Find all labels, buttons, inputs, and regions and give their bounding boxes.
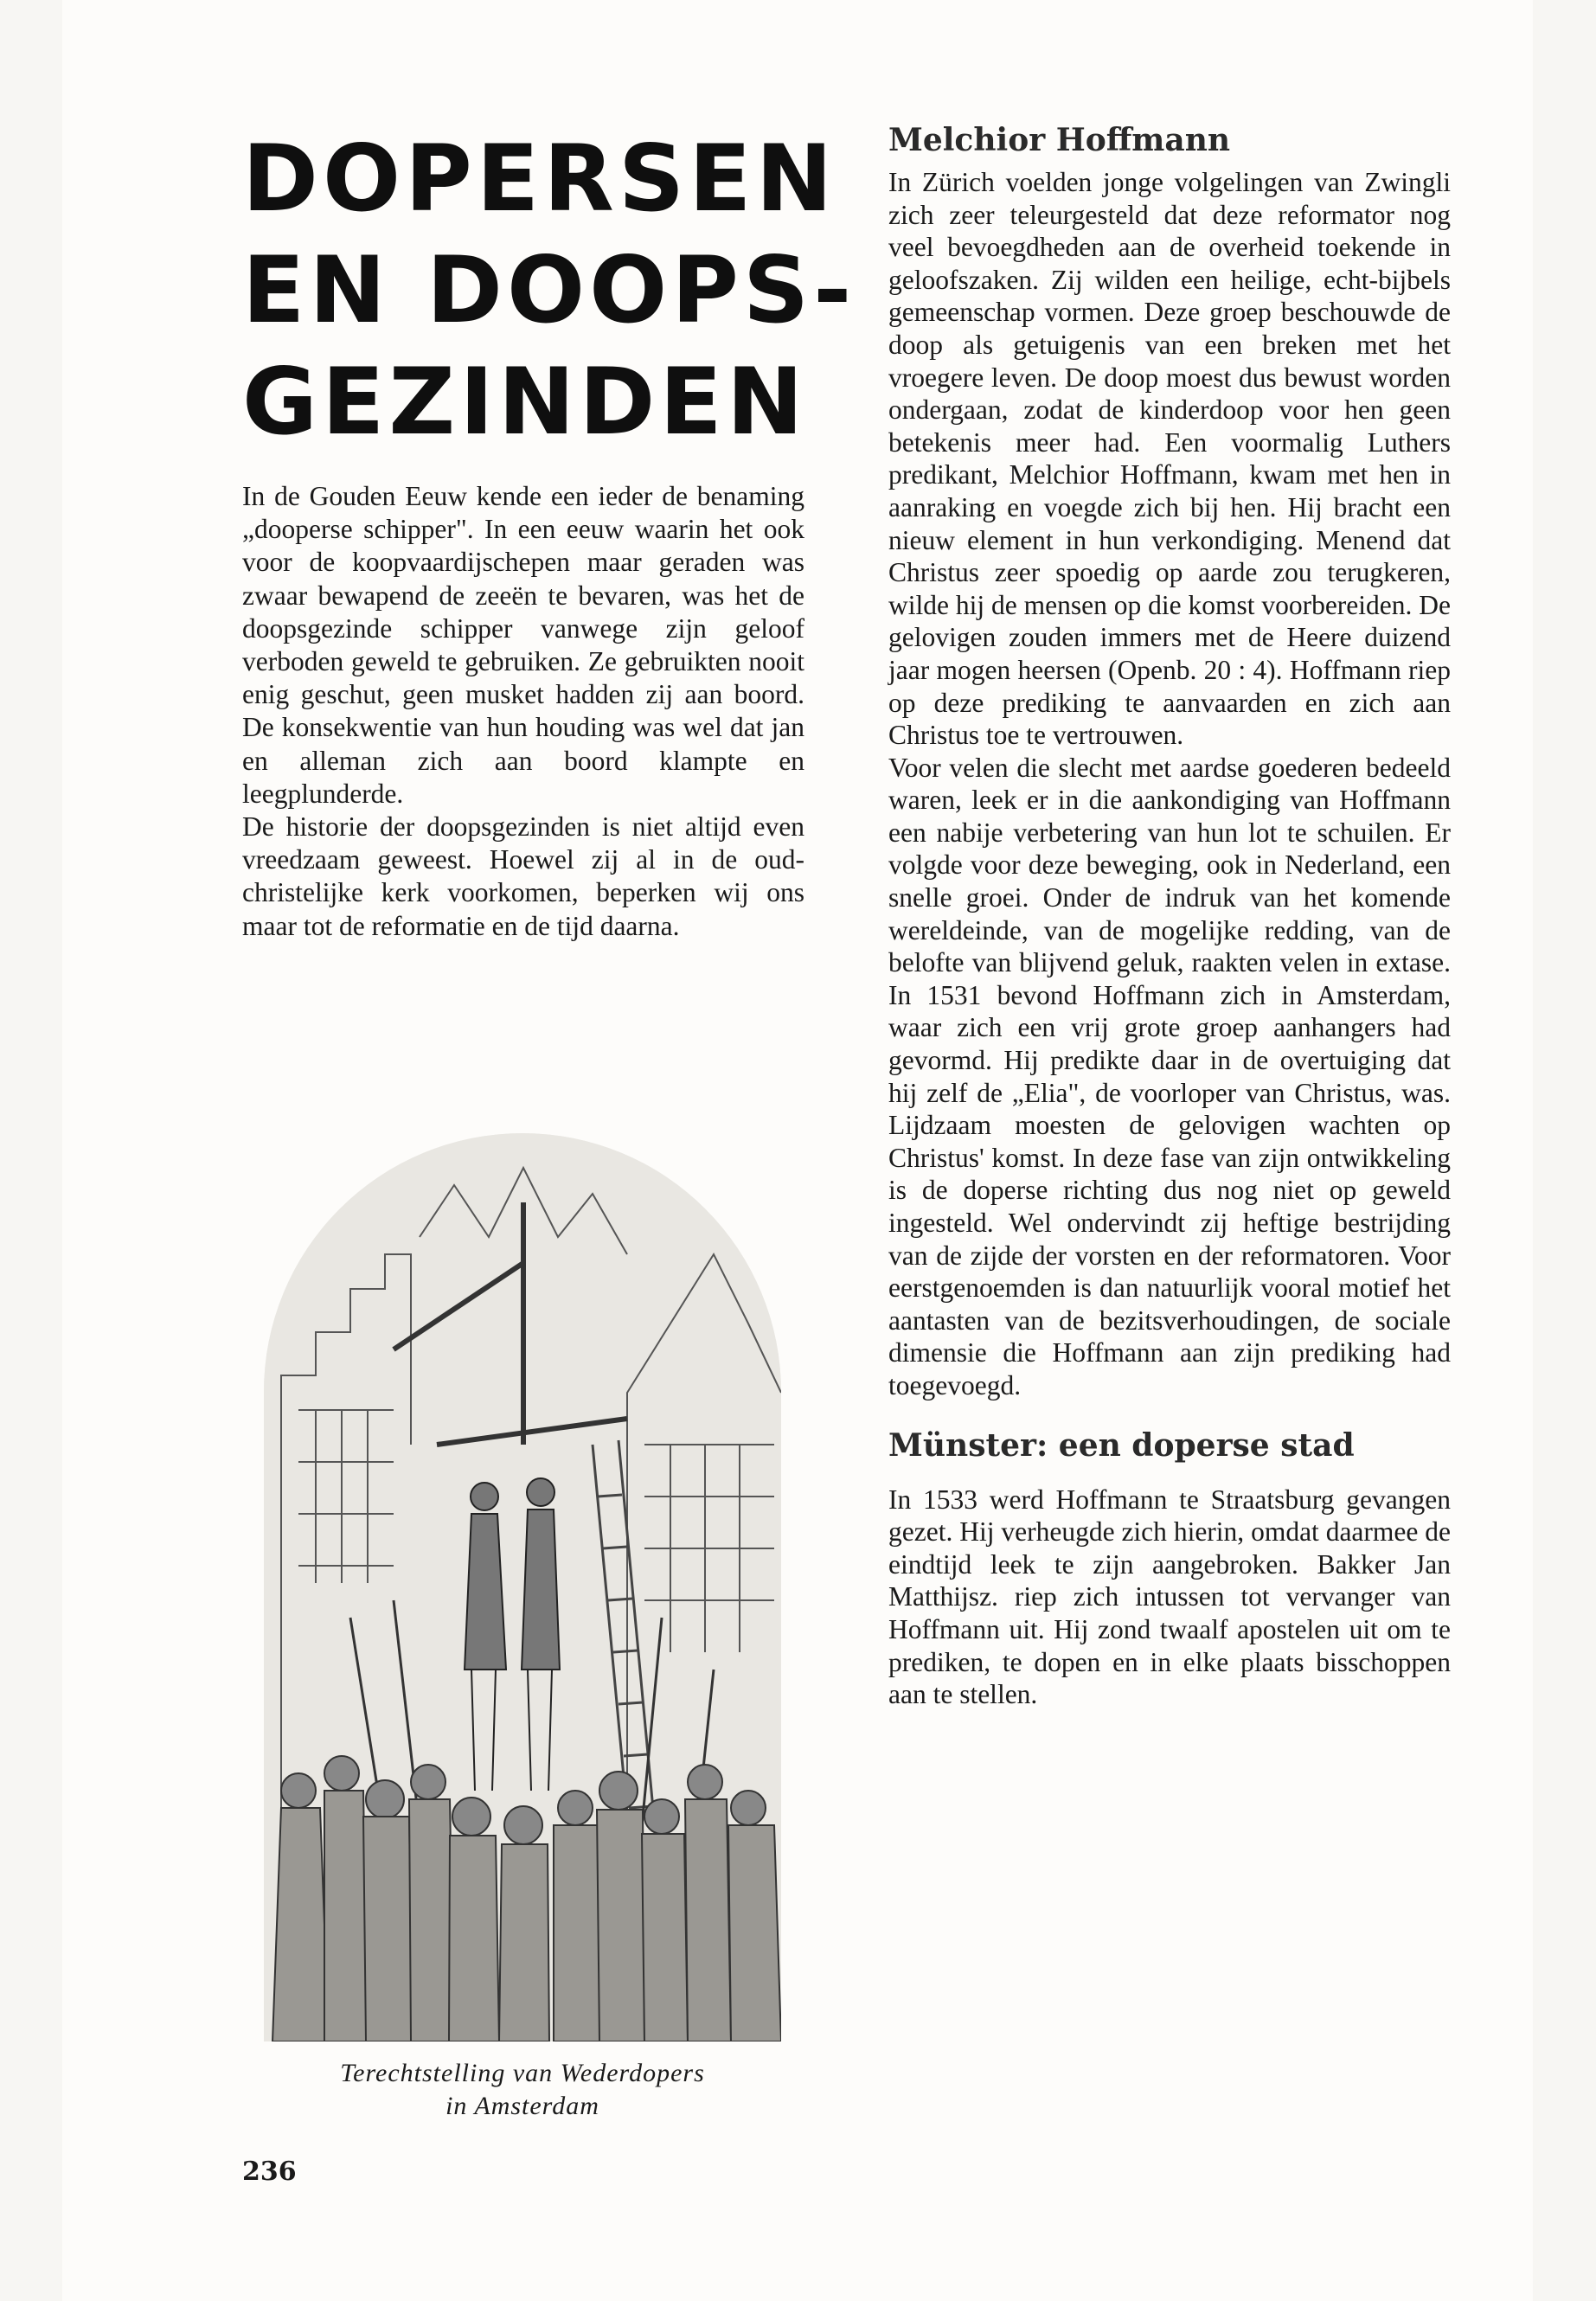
intro-text <box>242 480 804 943</box>
caption-line-2: in Amsterdam <box>445 2092 599 2120</box>
execution-illustration <box>264 1133 781 2041</box>
body-paragraph: In Zürich voelden jonge volgelingen van Zwingli zich zeer teleurgesteld dat deze reformator nog veel bevoegdheden aan de overheid toekende in geloofszaken. Zij wilden een heilige, echt-bijbels gemeenschap vormen. Deze groep beschouwde de doop als getuigenis van een breken met het vroegere leven. De doop moest dus bewust worden ondergaan, zodat de kinderdoop voor hen geen betekenis meer had. Een voormalig Luthers predikant, Melchior Hoffmann, kwam met hen in aanraking en voegde zich bij hen. Hij bracht een nieuw element in hun verkondiging. Menend dat Christus zeer spoedig op aarde zou terugkeren, wilde hij de mensen op die komst voorbereiden. De gelovigen zouden immers met de Heere duizend jaar mogen heersen (Openb. 20 : 4). Hoffmann riep op deze prediking te aanvaarden en zich aan Christus toe te vertrouwen. <box>888 167 1451 751</box>
section-body-melchior-hoffmann <box>888 166 1451 1402</box>
intro-paragraph: De historie der doopsgezinden is niet altijd even vreedzaam geweest. Hoewel zij al in de oud-christelijke kerk voorkomen, beperken wij ons maar tot de reformatie en de tijd daarna. <box>242 811 804 941</box>
intro-paragraph: In de Gouden Eeuw kende een ieder de benaming „dooperse schipper". In een eeuw waarin het ook voor de koopvaardijschepen maar geraden was zwaar bewapend de zeeën te bevaren, was het de doopsgezinde schipper vanwege zijn geloof verboden geweld te gebruiken. Ze gebruikten nooit enig geschut, geen musket hadden zij aan boord. De konsekwentie van hun houding was wel dat jan en alleman zich aan boord klampte en leegplunderde. <box>242 481 804 809</box>
title-line-3: GEZINDEN <box>242 349 808 455</box>
body-paragraph: In 1533 werd Hoffmann te Straatsburg gevangen gezet. Hij verheugde zich hierin, omdat daarmee de eindtijd leek te zijn aangebroken. Bakker Jan Matthijsz. riep zich intussen tot vervanger van Hoffmann uit. Hij zond twaalf apostelen uit om te prediken, te dopen en in elke plaats bisschoppen aan te stellen. <box>888 1484 1451 1710</box>
illustration-drawing <box>264 1133 781 2041</box>
page-title <box>242 123 856 458</box>
illustration-caption <box>264 2057 781 2123</box>
title-line-1: DOPERSEN <box>242 125 837 232</box>
page-number: 236 <box>242 2157 297 2187</box>
section-heading-munster: Münster: een doperse stad <box>888 1426 1355 1464</box>
right-column <box>888 121 1451 1711</box>
section-body-munster <box>888 1484 1451 1711</box>
title-line-2: EN DOOPS- <box>242 237 856 343</box>
section-heading-melchior-hoffmann: Melchior Hoffmann <box>888 122 1231 158</box>
body-paragraph: Voor velen die slecht met aardse goederen bedeeld waren, leek er in die aankondiging van Hoffmann een nabije verbetering van hun lot te schuilen. Er volgde voor deze beweging, ook in Nederland, een snelle groei. Onder de indruk van het komende wereldeinde, van de mogelijke redding, van de belofte van blijvend geluk, raakten velen in extase. In 1531 bevond Hoffmann zich in Amsterdam, waar zich een vrij grote groep aanhangers had gevormd. Hij predikte daar in de overtuiging dat hij zelf de „Elia", de voorloper van Christus, was. Lijdzaam moesten de gelovigen wachten op Christus' komst. In deze fase van zijn ontwikkeling is de doperse richting dus nog niet op geweld ingesteld. Wel ondervindt zij heftige bestrijding van de zijde der vorsten en der reformatoren. Voor eerstgenoemden is dan natuurlijk vooral motief het aantasten van de bezitsverhoudingen, de sociale dimensie die Hoffmann aan zijn prediking had toegevoegd. <box>888 752 1451 1400</box>
caption-line-1: Terechtstelling van Wederdopers <box>340 2059 705 2087</box>
